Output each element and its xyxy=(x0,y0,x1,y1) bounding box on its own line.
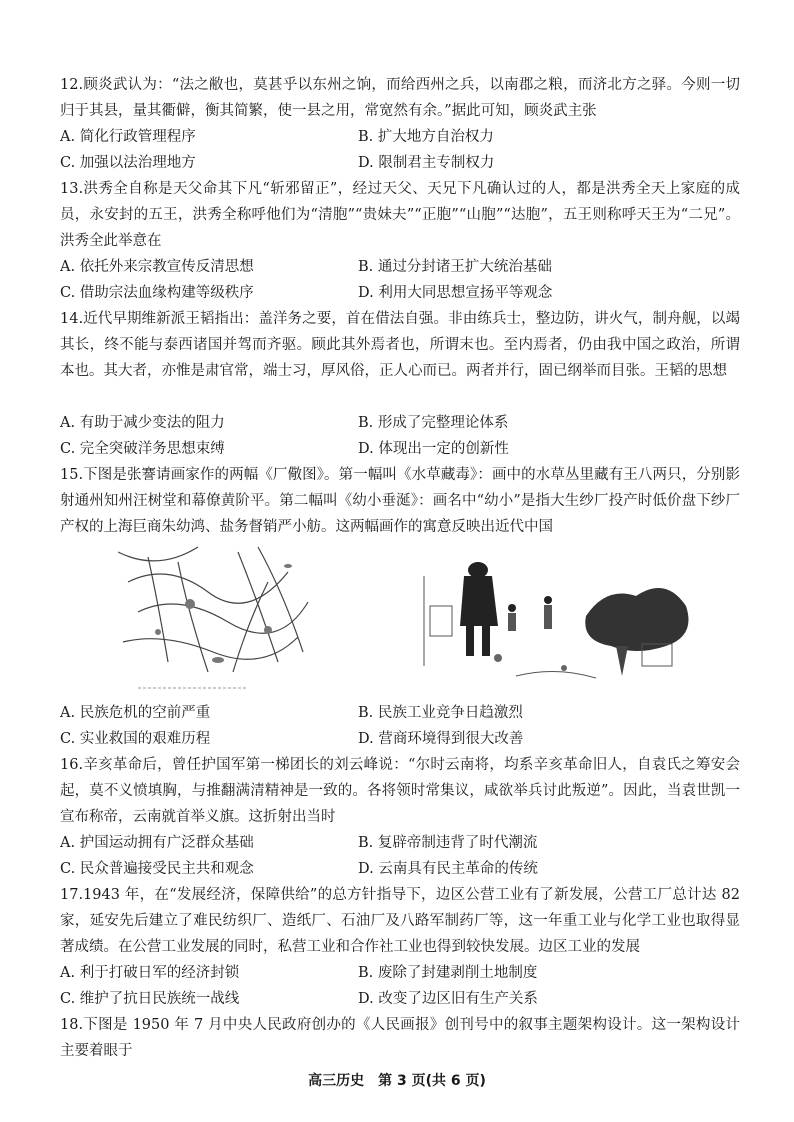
option-a[interactable]: A. 护国运动拥有广泛群众基础 xyxy=(60,835,254,851)
option-c[interactable]: C. 维护了抗日民族统一战线 xyxy=(60,991,240,1007)
option-c[interactable]: C. 借助宗法血缘构建等级秩序 xyxy=(60,285,254,301)
question-17-options xyxy=(60,960,750,1012)
option-b[interactable]: B. 通过分封诸王扩大统治基础 xyxy=(358,259,552,275)
question-12-text: 12.顾炎武认为：“法之敝也，莫甚乎以东州之饷，而给西州之兵，以南郡之粮，而济北方之驿。今则一切归于其县，量其衢僻，衡其简繁，使一县之用，常宽然有余。”据此可知，顾炎武主张 xyxy=(60,77,740,119)
question-17-text: 17.1943 年，在“发展经济，保障供给”的总方针指导下，边区公营工业有了新发展，公营工厂总计达 82 家，延安先后建立了难民纺织厂、造纸厂、石油厂及八路军制药厂等，这一年重工业与化学工业也取得显著成绩。在公营工业发展的同时，私营工业和合作社工业也得到较快发展。边区工业的发展 xyxy=(60,887,740,955)
option-b[interactable]: B. 扩大地方自治权力 xyxy=(358,129,494,145)
question-14-options xyxy=(60,410,750,462)
question-18-text: 18.下图是 1950 年 7 月中央人民政府创办的《人民画报》创刊号中的叙事主题架构设计。这一架构设计主要着眼于 xyxy=(60,1017,740,1059)
question-15-text: 15.下图是张謇请画家作的两幅《厂儆图》。第一幅叫《水草藏毒》：画中的水草丛里藏有王八两只，分别影射通州知州汪树堂和幕僚黄阶平。第二幅叫《幼小垂涎》：画名中“幼小”是指大生纱厂投产时低价盘下纱厂产权的上海巨商朱幼鸿、盐务督销严小舫。这两幅画作的寓意反映出近代中国 xyxy=(60,467,740,535)
question-14 xyxy=(60,306,740,384)
question-12 xyxy=(60,72,740,124)
option-b[interactable]: B. 复辟帝制违背了时代潮流 xyxy=(358,835,538,851)
question-16-text: 16.辛亥革命后，曾任护国军第一梯团长的刘云峰说：“尔时云南将，均系辛亥革命旧人，自袁氏之筹安会起，莫不义愤填胸，与推翻满清精神是一致的。各将领时常集议，咸欲举兵讨此叛逆”。因此，当袁世凯一宣布称帝，云南就首举义旗。这折射出当时 xyxy=(60,757,740,825)
question-15 xyxy=(60,462,740,540)
option-a[interactable]: A. 依托外来宗教宣传反清思想 xyxy=(60,259,254,275)
option-b[interactable]: B. 废除了封建剥削土地制度 xyxy=(358,965,538,981)
page-footer: 高三历史 第 3 页(共 6 页) xyxy=(308,1073,486,1089)
option-a[interactable]: A. 简化行政管理程序 xyxy=(60,129,196,145)
question-17 xyxy=(60,882,740,960)
option-c[interactable]: C. 实业救国的艰难历程 xyxy=(60,731,211,747)
question-18 xyxy=(60,1012,740,1064)
option-c[interactable]: C. 加强以法治理地方 xyxy=(60,155,196,171)
option-d[interactable]: D. 改变了边区旧有生产关系 xyxy=(358,991,538,1007)
question-13-options xyxy=(60,254,750,306)
option-c[interactable]: C. 完全突破洋务思想束缚 xyxy=(60,441,225,457)
option-b[interactable]: B. 民族工业竞争日趋激烈 xyxy=(358,705,523,721)
painting-youxiao-chuixian xyxy=(416,556,702,684)
option-d[interactable]: D. 利用大同思想宣扬平等观念 xyxy=(358,285,553,301)
question-16-options xyxy=(60,830,750,882)
option-d[interactable]: D. 营商环境得到很大改善 xyxy=(358,731,524,747)
option-a[interactable]: A. 利于打破日军的经济封锁 xyxy=(60,965,240,981)
option-d[interactable]: D. 限制君主专制权力 xyxy=(358,155,495,171)
question-13-text: 13.洪秀全自称是天父命其下凡“斩邪留正”，经过天父、天兄下凡确认过的人，都是洪秀全天上家庭的成员，永安封的五王，洪秀全称呼他们为“清胞”“贵妹夫”“正胞”“山胞”“达胞”，五王则称呼天王为“二兄”。洪秀全此举意在 xyxy=(60,181,740,249)
question-12-options xyxy=(60,124,750,176)
option-b[interactable]: B. 形成了完整理论体系 xyxy=(358,415,509,431)
question-15-options xyxy=(60,700,750,752)
painting-water-grass xyxy=(118,542,318,692)
option-a[interactable]: A. 民族危机的空前严重 xyxy=(60,705,211,721)
question-14-text: 14.近代早期维新派王韬指出：盖洋务之要，首在借法自强。非由练兵士，整边防，讲火气，制舟舰，以竭其长，终不能与泰西诸国并驾而齐驱。顾此其外焉者也，所谓末也。至内焉者，仍由我中国之政治，所谓本也。其大者，亦惟是肃官常，端士习，厚风俗，正人心而已。两者并行，固已纲举而目张。王韬的思想 xyxy=(60,311,740,379)
question-13 xyxy=(60,176,740,254)
question-16 xyxy=(60,752,740,830)
option-d[interactable]: D. 云南具有民主革命的传统 xyxy=(358,861,538,877)
option-a[interactable]: A. 有助于减少变法的阻力 xyxy=(60,415,225,431)
option-c[interactable]: C. 民众普遍接受民主共和观念 xyxy=(60,861,254,877)
option-d[interactable]: D. 体现出一定的创新性 xyxy=(358,441,509,457)
